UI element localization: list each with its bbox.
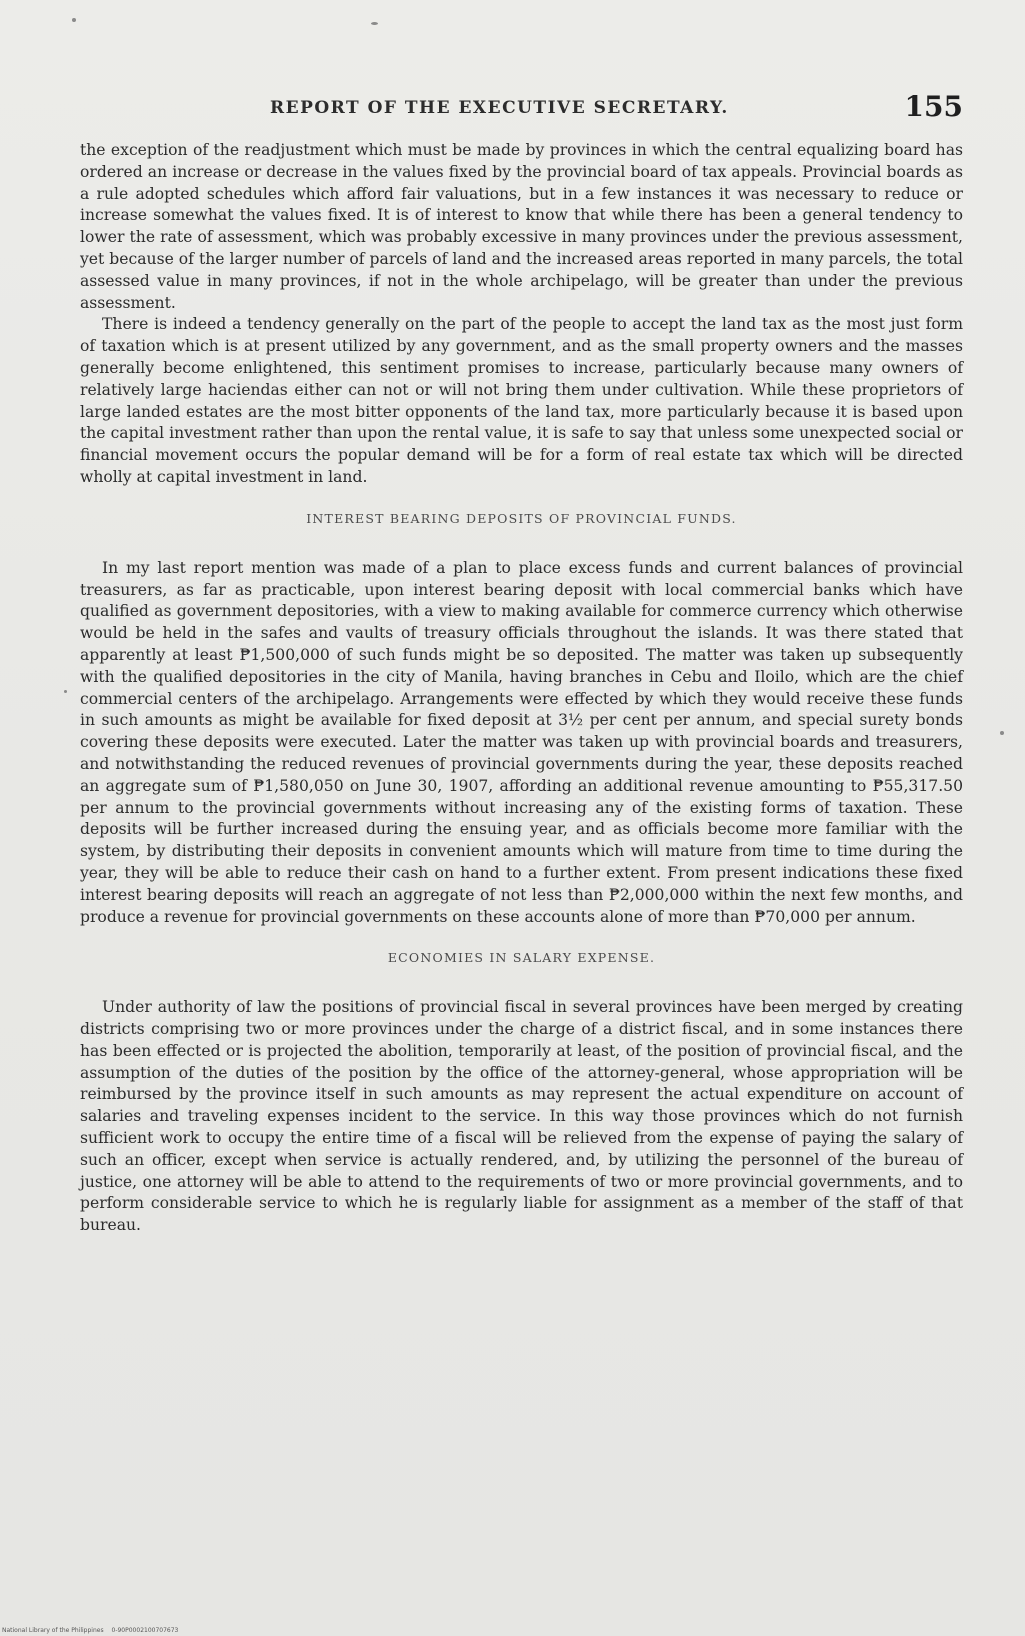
section-heading-deposits: INTEREST BEARING DEPOSITS OF PROVINCIAL FUNDS. (306, 510, 737, 526)
page-body (80, 140, 963, 1237)
page-number: 155 (904, 90, 963, 123)
paragraph-continued: the exception of the readjustment which must be made by provinces in which the central equalizing board has ordered an increase or decrease in the values fixed by the provincial board of tax appeals. Provincial boards as a rule adopted schedules which afford fair valuations, but in a few instances it was necessary to reduce or increase somewhat the values fixed. It is of interest to know that while there has been a general tendency to lower the rate of assessment, which was probably excessive in many provinces under the previous assessment, yet because of the larger number of parcels of land and the increased areas reported in many parcels, the total assessed value in many provinces, if not in the whole archipelago, will be greater than under the previous assessment. (80, 141, 963, 312)
scan-speck (64, 690, 67, 693)
footer-item-code: 0-90P0002100707673 (111, 1627, 179, 1634)
paragraph-economies: Under authority of law the positions of provincial fiscal in several provinces have been merged by creating districts comprising two or more provinces under the charge of a district fiscal, and in some instances there has been effected or is projected the abolition, temporarily at least, of the position of provincial fiscal, and the assumption of the duties of the position by the office of the attorney-general, whose appropriation will be reimbursed by the province itself in such amounts as may represent the actual expenditure on account of salaries and traveling expenses incident to the service. In this way those provinces which do not furnish sufficient work to occupy the entire time of a fiscal will be relieved from the expense of paying the salary of such an officer, except when service is actually rendered, and, by utilizing the personnel of the bureau of justice, one attorney will be able to attend to the requirements of two or more provincial governments, and to perform considerable service to which he is regularly liable for assignment as a member of the staff of that bureau. (80, 998, 963, 1235)
paragraph-land-tax: There is indeed a tendency generally on the part of the people to accept the land tax as the most just form of taxation which is at present utilized by any government, and as the small property owners and the masses generally become enlightened, this sentiment promises to increase, particularly because many owners of relatively large haciendas either can not or will not bring them under cultivation. While these proprietors of large landed estates are the most bitter opponents of the land tax, more particularly because it is based upon the capital investment rather than upon the rental value, it is safe to say that unless some unexpected social or financial movement occurs the popular demand will be for a form of real estate tax which will be directed wholly at capital investment in land. (80, 315, 963, 486)
scan-speck (72, 18, 76, 22)
running-head: REPORT OF THE EXECUTIVE SECRETARY. (270, 98, 729, 118)
scan-speck (1000, 731, 1004, 735)
scan-footer (2, 1627, 184, 1634)
footer-library: National Library of the Philippines (2, 1627, 104, 1634)
page-header (85, 92, 963, 132)
scan-speck (371, 22, 378, 25)
section-heading-economies: ECONOMIES IN SALARY EXPENSE. (387, 950, 656, 966)
paragraph-deposits: In my last report mention was made of a plan to place excess funds and current balances of provincial treasurers, as far as practicable, upon interest bearing deposit with local commercial banks which have qualified as government depositories, with a view to making available for commerce currency which otherwise would be held in the safes and vaults of treasury officials throughout the islands. It was there stated that apparently at least ₱1,500,000 of such funds might be so deposited. The matter was taken up subsequently with the qualified depositories in the city of Manila, having branches in Cebu and Iloilo, which are the chief commercial centers of the archipelago. Arrangements were effected by which they would receive these funds in such amounts as might be available for fixed deposit at 3½ per cent per annum, and special surety bonds covering these deposits were executed. Later the matter was taken up with provincial boards and treasurers, and notwithstanding the reduced revenues of provincial governments during the year, these deposits reached an aggregate sum of ₱1,580,050 on June 30, 1907, affording an additional revenue amounting to ₱55,317.50 per annum to the provincial governments without increasing any of the existing forms of taxation. These deposits will be further increased during the ensuing year, and as officials become more familiar with the system, by distributing their deposits in convenient amounts which will mature from time to time during the year, they will be able to reduce their cash on hand to a further extent. From present indications these fixed interest bearing deposits will reach an aggregate of not less than ₱2,000,000 within the next few months, and produce a revenue for provincial governments on these accounts alone of more than ₱70,000 per annum. (80, 558, 963, 926)
